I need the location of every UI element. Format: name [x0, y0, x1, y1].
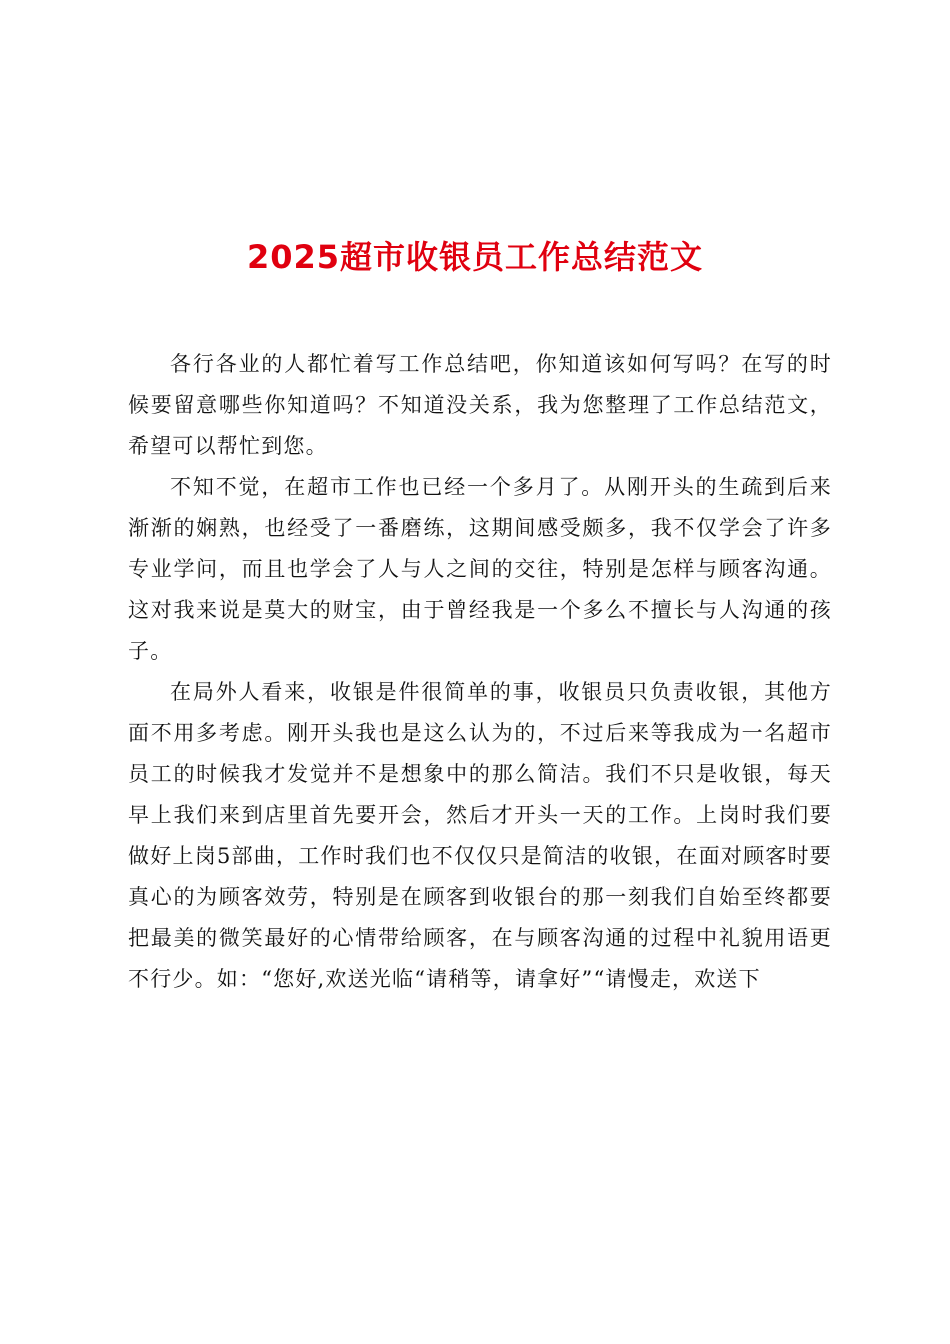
document-title: 2025超市收银员工作总结范文 — [246, 238, 704, 277]
paragraph-intro: 各行各业的人都忙着写工作总结吧，你知道该如何写吗？在写的时候要留意哪些你知道吗？不知道没关系，我为您整理了工作总结范文，希望可以帮忙到您。 — [128, 352, 832, 458]
paragraph-experience: 不知不觉，在超市工作也已经一个多月了。从刚开头的生疏到后来渐渐的娴熟，也经受了一番磨练，这期间感受颇多，我不仅学会了许多专业学问，而且也学会了人与人之间的交往，特别是怎样与顾客沟通。这对我来说是莫大的财宝，由于曾经我是一个多么不擅长与人沟通的孩子。 — [128, 475, 832, 663]
paragraph-duties: 在局外人看来，收银是件很简单的事，收银员只负责收银，其他方面不用多考虑。刚开头我也是这么认为的，不过后来等我成为一名超市员工的时候我才发觉并不是想象中的那么简洁。我们不只是收银，每天早上我们来到店里首先要开会，然后才开头一天的工作。上岗时我们要做好上岗5部曲，工作时我们也不仅仅只是简洁的收银，在面对顾客时要真心的为顾客效劳，特别是在顾客到收银台的那一刻我们自始至终都要把最美的微笑最好的心情带给顾客，在与顾客沟通的过程中礼貌用语更不行少。如：“您好,欢送光临“请稍等，请拿好”“请慢走，欢送下 — [128, 680, 832, 991]
document-body — [128, 344, 832, 1000]
